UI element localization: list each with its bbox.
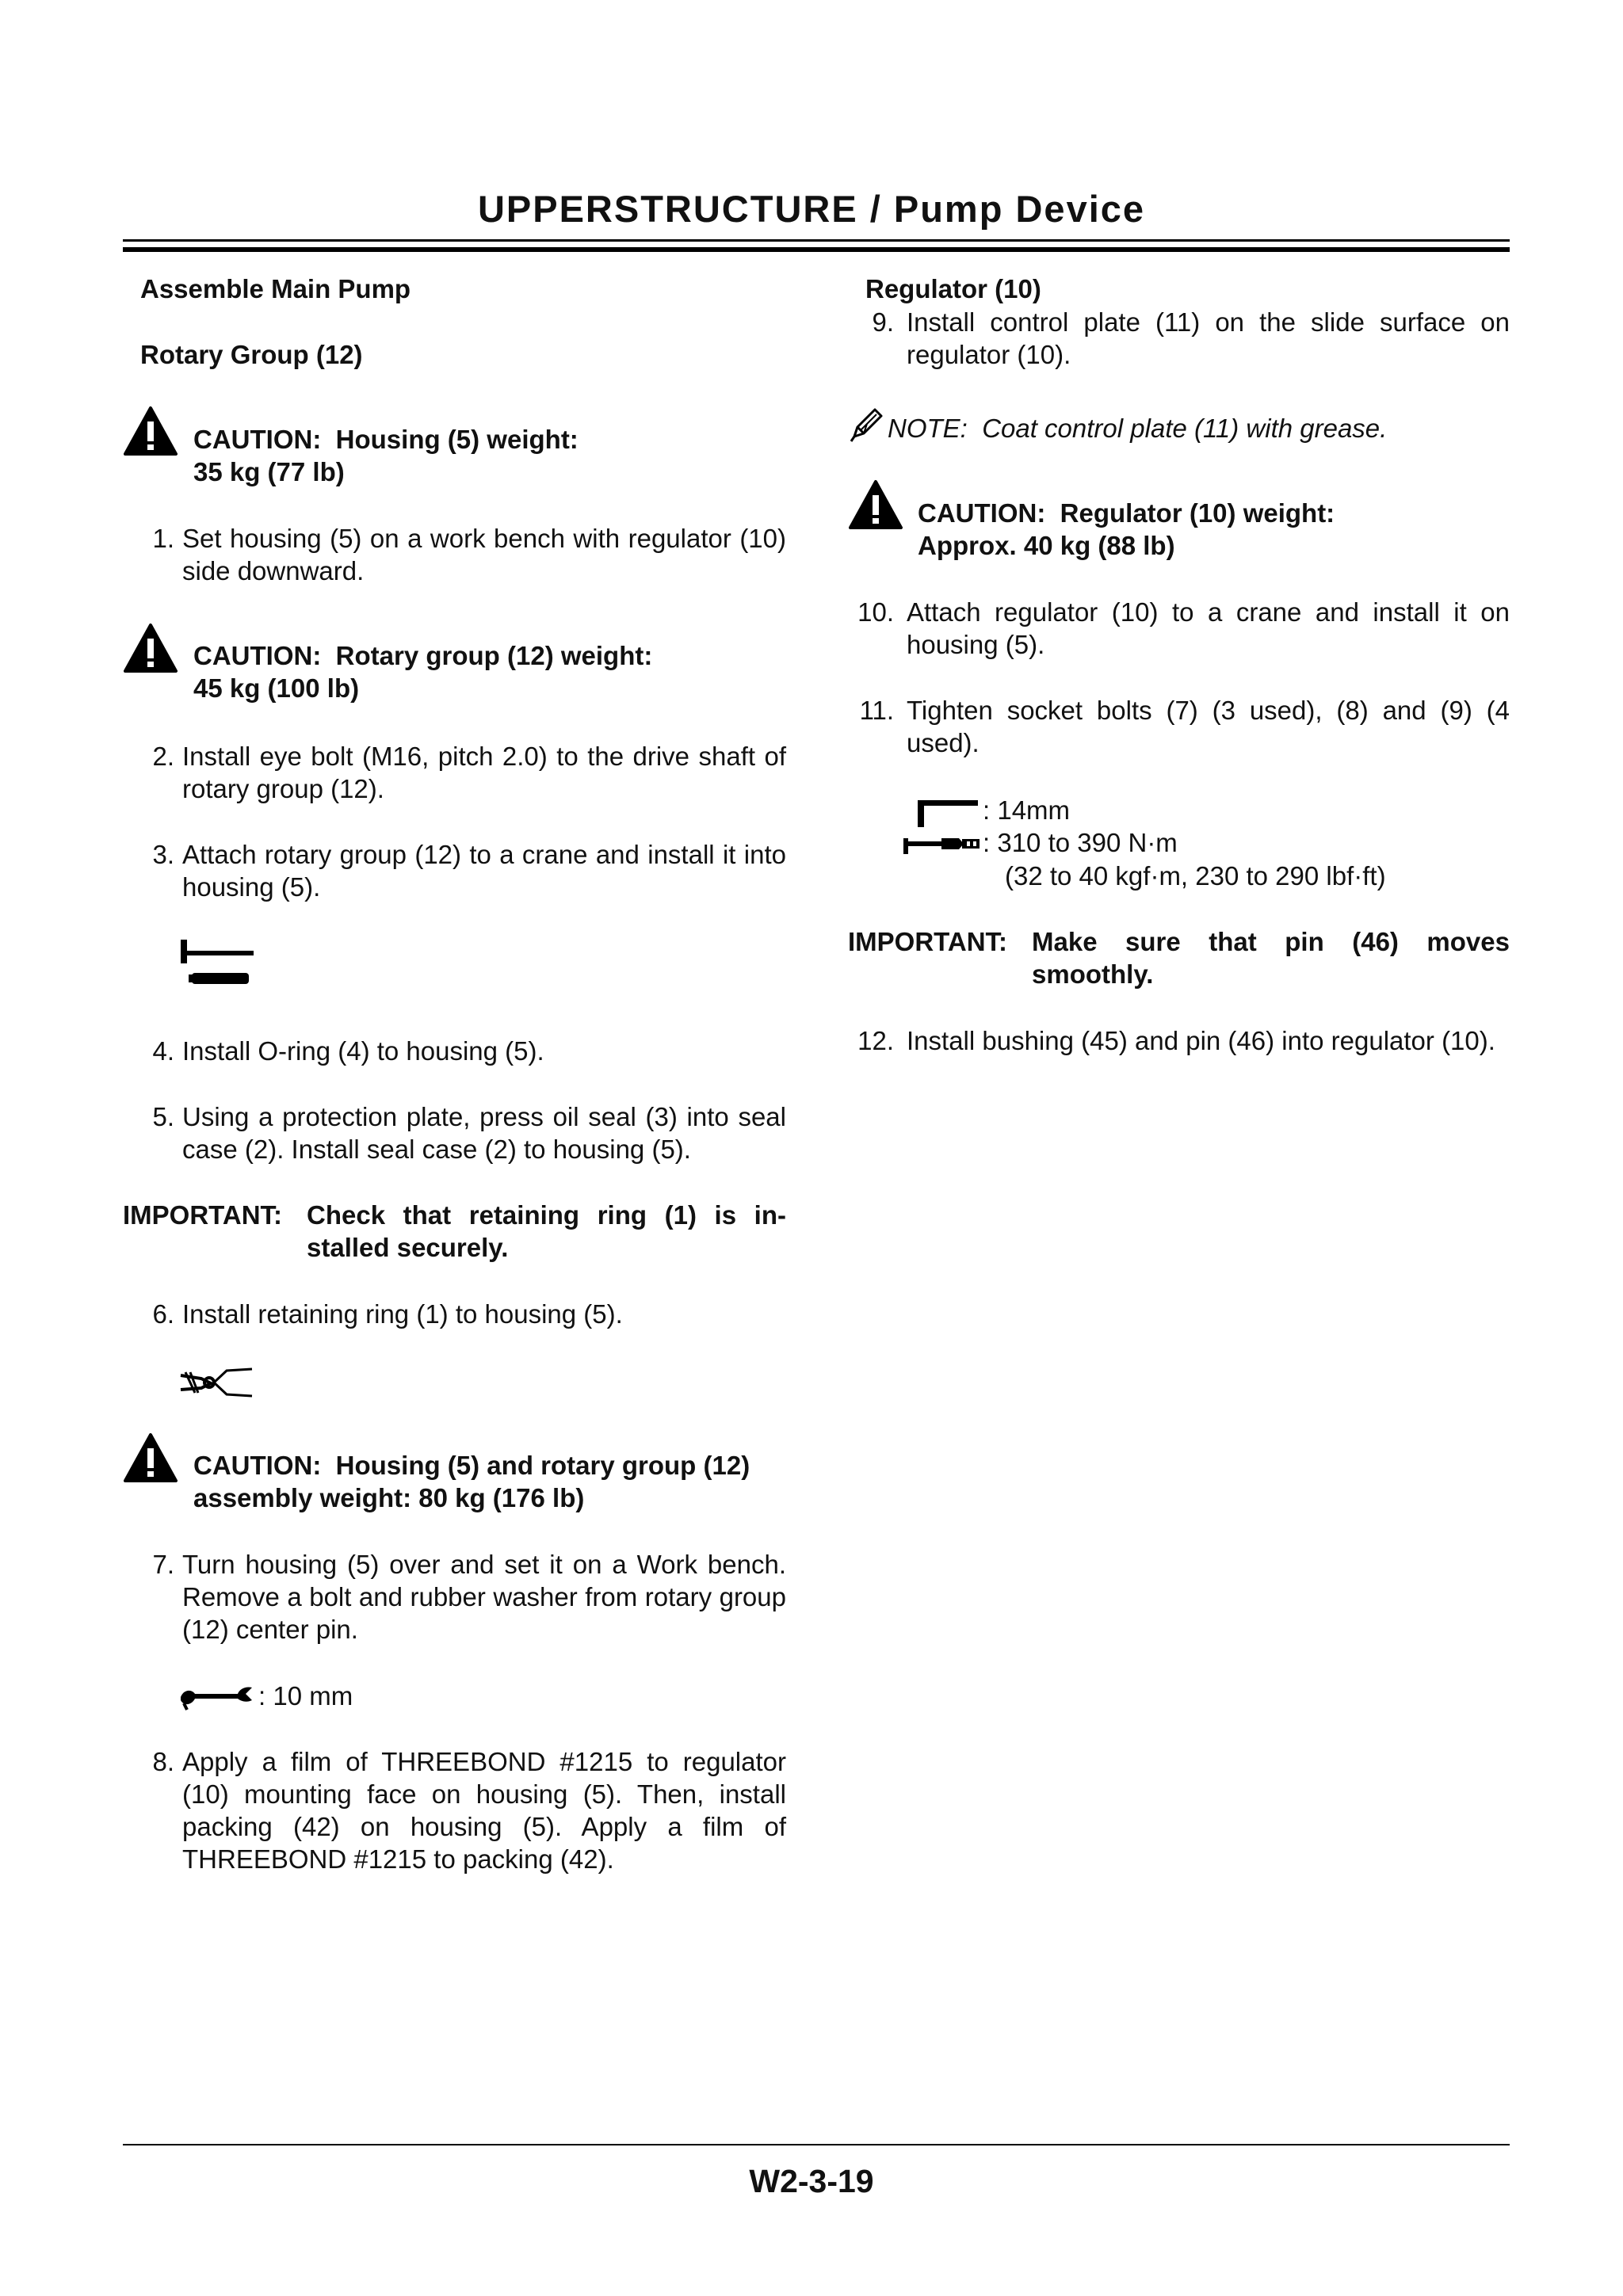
caution-label: CAUTION: [193,641,322,670]
step-number: 7. [152,1550,174,1579]
step-text: Attach regulator (10) to a crane and install it on housing (5). [907,597,1510,659]
step-number: 2. [152,742,174,771]
note-text: Coat control plate (11) with grease. [982,414,1388,443]
step-number: 12. [857,1026,894,1055]
step-text: Using a protection plate, press oil seal (3) into seal case (2). Install seal case (2) to housing (5). [182,1102,786,1164]
header-rule-thin [123,239,1510,242]
important-label: IMPORTANT: [848,927,1008,956]
step-number: 4. [152,1036,174,1066]
warning-icon [123,1432,178,1483]
caution-assembly-weight [193,1449,804,1514]
step-text: Turn housing (5) over and set it on a Work bench. Remove a bolt and rubber washer from rotary group (12) center pin. [182,1550,786,1644]
important-label: IMPORTANT: [123,1200,283,1230]
wrench-spec: : 10 mm [258,1681,353,1711]
page-number: W2-3-19 [749,2163,874,2199]
important-text: Check that retaining ring (1) is in-stalled securely. [307,1200,786,1262]
step-text: Tighten socket bolts (7) (3 used), (8) and (9) (4 used). [907,696,1510,757]
warning-icon [848,479,903,530]
warning-icon [123,623,178,673]
caution-housing-weight [193,423,804,488]
caution-line1: Housing (5) and rotary group (12) [335,1451,750,1480]
caution-line1: Rotary group (12) weight: [335,641,653,670]
caution-line2: 35 kg (77 lb) [193,457,345,486]
note [888,412,1506,444]
caution-line2: Approx. 40 kg (88 lb) [918,531,1175,560]
caution-line2: 45 kg (100 lb) [193,673,360,703]
caution-label: CAUTION: [193,425,322,454]
caution-regulator-weight [918,497,1504,562]
step-text: Install control plate (11) on the slide surface on regulator (10). [907,307,1510,369]
warning-icon [123,406,178,456]
step-text: Install retaining ring (1) to housing (5). [182,1299,623,1329]
hex-key-icon [918,800,980,829]
subsection-heading: Rotary Group (12) [140,340,363,369]
step-number: 8. [152,1747,174,1776]
step-number: 10. [857,597,894,627]
torque-spec: : 310 to 390 N·m [983,828,1178,857]
step-number: 9. [872,307,894,337]
caution-line1: Regulator (10) weight: [1060,498,1335,528]
step-text: Install eye bolt (M16, pitch 2.0) to the drive shaft of rotary group (12). [182,742,786,803]
pencil-note-icon [848,405,884,443]
step-number: 6. [152,1299,174,1329]
step-number: 1. [152,524,174,553]
caution-line2: assembly weight: 80 kg (176 lb) [193,1483,585,1512]
step-text: Install bushing (45) and pin (46) into regulator (10). [907,1026,1495,1055]
socket-size-spec: : 14mm [983,795,1071,825]
note-label: NOTE: [888,414,968,443]
torque-wrench-icon [903,832,980,859]
step-text: Attach rotary group (12) to a crane and install it into housing (5). [182,840,786,902]
torque-spec-imperial: (32 to 40 kgf·m, 230 to 290 lbf·ft) [1005,861,1386,891]
snap-ring-pliers-icon [179,1364,255,1401]
footer-rule [123,2144,1510,2145]
header-rule-thick [123,247,1510,252]
step-text: Install O-ring (4) to housing (5). [182,1036,544,1066]
caution-line1: Housing (5) weight: [335,425,579,454]
caution-label: CAUTION: [918,498,1046,528]
step-text: Set housing (5) on a work bench with regulator (10) side downward. [182,524,786,585]
step-number: 11. [859,696,894,725]
step-number: 5. [152,1102,174,1131]
section-heading: Regulator (10) [865,274,1041,303]
important-text: Make sure that pin (46) moves smoothly. [1032,927,1510,989]
caution-label: CAUTION: [193,1451,322,1480]
wrench-icon [179,1683,254,1714]
page-title: UPPERSTRUCTURE / Pump Device [477,188,1146,230]
step-number: 3. [152,840,174,869]
caution-rotary-weight [193,639,804,704]
section-heading: Assemble Main Pump [140,274,411,303]
step-text: Apply a film of THREEBOND #1215 to regulator (10) mounting face on housing (5). Then, install packing (42) on housing (5). Apply a film of THREEBOND #1215 to packing (42). [182,1747,786,1874]
hex-wrench-icon [181,940,254,994]
